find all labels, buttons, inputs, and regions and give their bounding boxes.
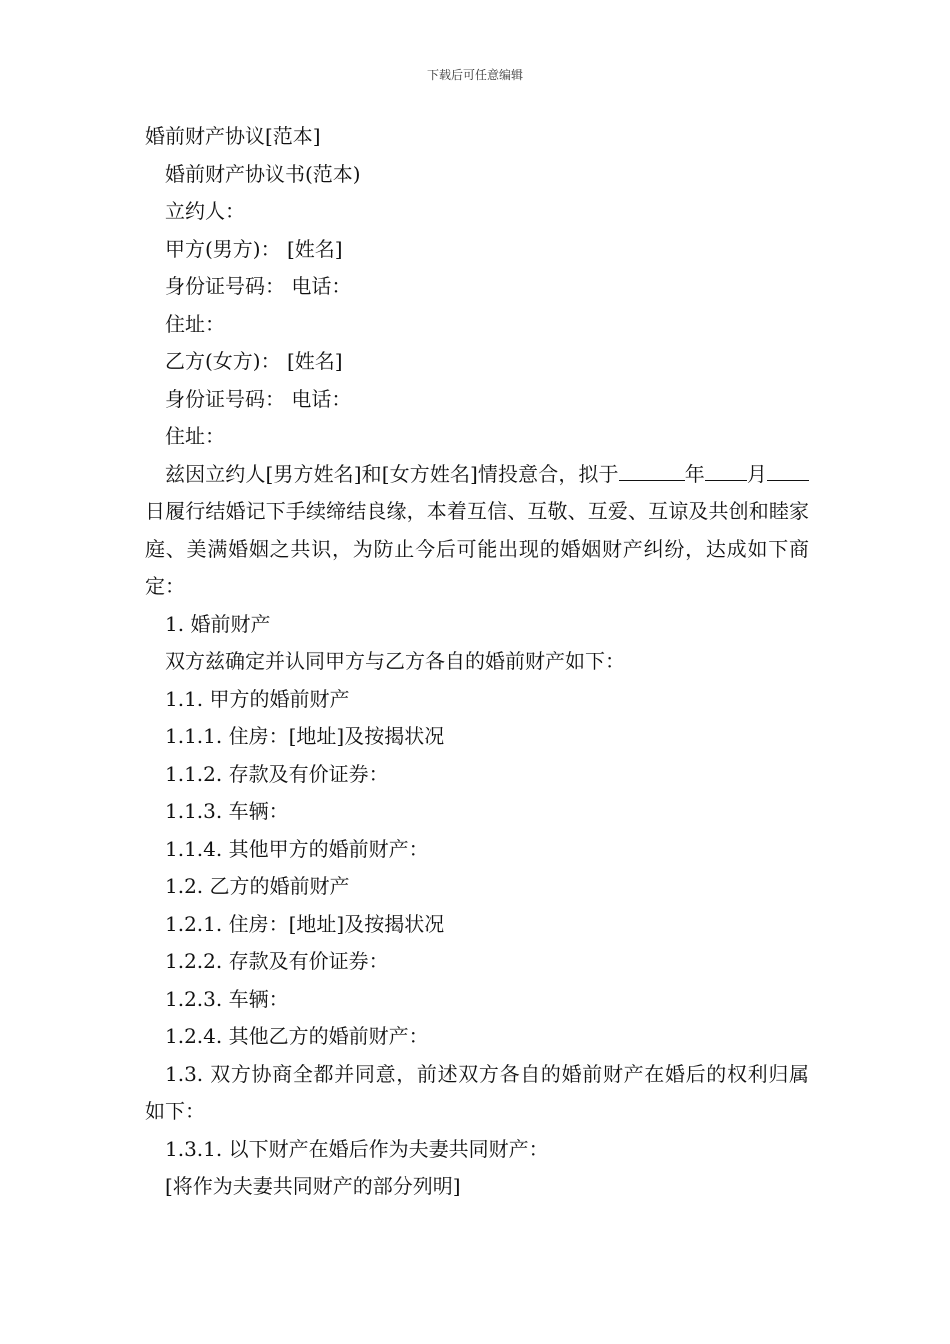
section-1-2-heading: 1.2. 乙方的婚前财产 [165, 874, 350, 898]
section-1-2-4: 1.2.4. 其他乙方的婚前财产： [165, 1024, 429, 1048]
section-1-3-1: 1.3.1. 以下财产在婚后作为夫妻共同财产： [165, 1136, 549, 1161]
section-1-1-2: 1.1.2. 存款及有价证券： [165, 761, 389, 786]
party-b-name: 乙方(女方)： [姓名] [165, 349, 343, 373]
section-1-1-heading: 1.1. 甲方的婚前财产 [165, 686, 350, 711]
year-blank [619, 458, 685, 481]
section-1-2-2: 1.2.2. 存款及有价证券： [165, 949, 389, 973]
section-1-1-4: 1.1.4. 其他甲方的婚前财产： [165, 836, 429, 861]
intro-text-part2: 日履行结婚记下手续缔结良缘，本着互信、互敬、互爱、互谅及共创和睦家庭、美满婚姻之共识，为防止今后可能出现的婚姻财产纠纷，达成如下商定： [145, 499, 809, 598]
section-1-3-paragraph: 1.3. 双方协商全都并同意，前述双方各自的婚前财产在婚后的权利归属如下： [145, 1061, 809, 1123]
section-1-description: 双方兹确定并认同甲方与乙方各自的婚前财产如下： [165, 649, 625, 673]
intro-text-part1: 兹因立约人[男方姓名]和[女方姓名]情投意合，拟于 [165, 461, 619, 486]
party-b-id-phone: 身份证号码： 电话： [165, 386, 352, 411]
page-header-note: 下载后可任意编辑 [426, 68, 523, 82]
day-blank [767, 458, 809, 481]
party-a-name: 甲方(男方)： [姓名] [165, 236, 343, 261]
party-a-id-phone: 身份证号码： 电话： [165, 274, 352, 298]
section-1-2-1: 1.2.1. 住房：[地址]及按揭状况 [165, 911, 445, 936]
section-1-2-3: 1.2.3. 车辆： [165, 986, 289, 1011]
section-1-1-1: 1.1.1. 住房：[地址]及按揭状况 [165, 724, 445, 748]
section-1-3-1-list: [将作为夫妻共同财产的部分列明] [165, 1174, 461, 1198]
section-1-heading: 1. 婚前财产 [165, 611, 271, 636]
intro-paragraph [145, 456, 809, 606]
document-body [145, 118, 809, 1206]
parties-label: 立约人： [165, 199, 245, 223]
document-subtitle: 婚前财产协议书(范本) [165, 161, 361, 186]
party-b-address: 住址： [165, 424, 225, 448]
document-title: 婚前财产协议[范本] [145, 124, 321, 148]
intro-year-label: 年 [684, 461, 705, 486]
intro-month-label: 月 [746, 461, 768, 486]
section-1-1-3: 1.1.3. 车辆： [165, 799, 289, 823]
month-blank [705, 458, 747, 481]
party-a-address: 住址： [165, 311, 225, 336]
